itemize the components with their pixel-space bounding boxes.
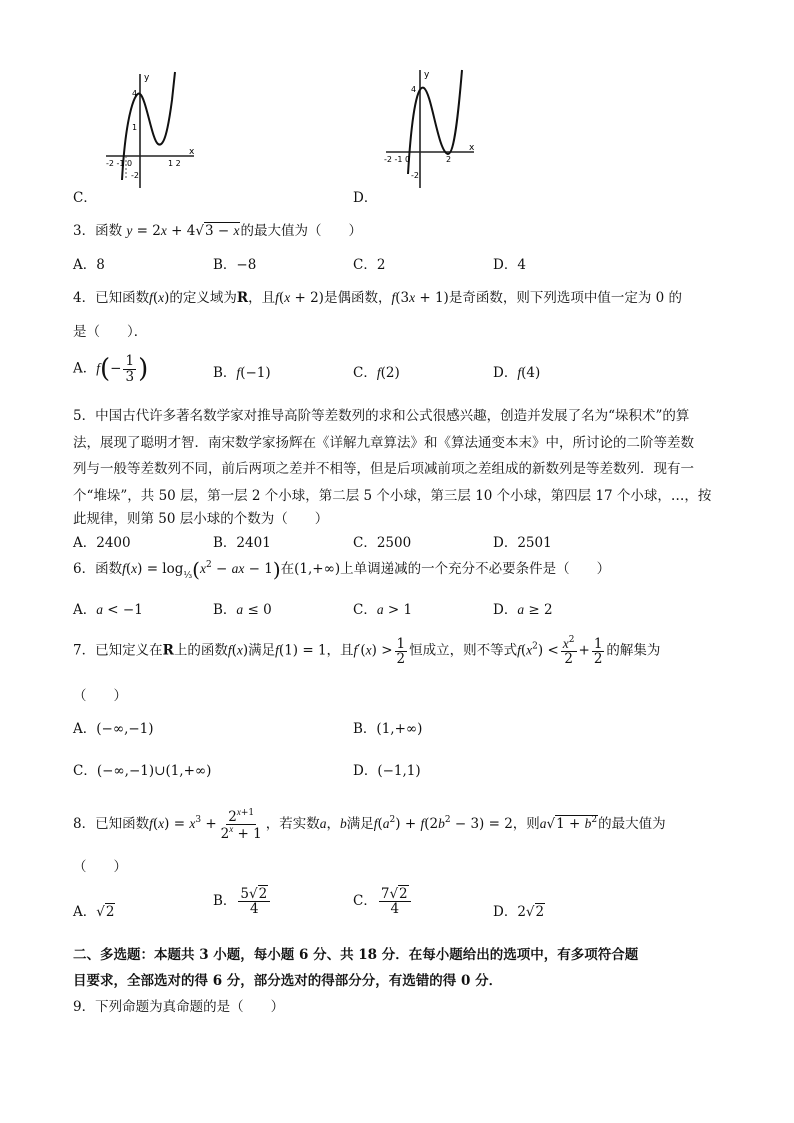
q7-option-c: C．(−∞,−1)∪(1,+∞) <box>73 763 212 779</box>
question-9: 9．下列命题为真命题的是（ ） <box>73 999 285 1015</box>
q5-option-c: C．2500 <box>353 535 412 551</box>
q4-part-d: 是偶函数， <box>323 290 392 306</box>
svg-text:y: y <box>424 70 430 80</box>
q5-line-2: 法，展现了聪明才智．南宋数学家扬辉在《详解九章算法》和《算法通变本末》中，所讨论的二阶等差数 <box>73 435 694 451</box>
q7-option-a: A．(−∞,−1) <box>73 721 154 737</box>
option-d-graph-label: D． <box>353 190 378 206</box>
q3-stem: 3．函数 <box>73 223 123 239</box>
svg-text:4: 4 <box>132 89 138 98</box>
q4-part-c: ，且 <box>248 290 276 306</box>
q8-part-c: 满足 <box>346 816 374 833</box>
q4-part-a: 4．已知函数 <box>73 290 150 306</box>
q8-paren: （ ） <box>73 859 127 875</box>
section-2-heading: 二、多选题：本题共 3 小题，每小题 6 分、共 18 分．在每小题给出的选项中，有多项符合题 <box>73 947 639 963</box>
question-8: 8．已知函数$f(x) = x^3$ + $\frac{2^{x+1}}{2^x + 1}$ ，若实数a，b满足$f(a^2) + f(2b^2 - 3) = 2$，则$a√1 + b^2$的最大值为 <box>73 807 666 843</box>
q5-option-b: B．2401 <box>213 535 271 551</box>
q5-option-a: A．2400 <box>73 535 131 551</box>
svg-text:x: x <box>189 147 195 157</box>
q6-option-d: D．a ≥ 2 <box>493 602 553 618</box>
svg-text:2: 2 <box>446 155 452 164</box>
q5-option-d: D．2501 <box>493 535 552 551</box>
q8-tail: 的最大值为 <box>598 816 666 833</box>
q7-part-c: 满足 <box>248 642 276 659</box>
q7-part-d: ，且 <box>326 642 354 659</box>
graph-c-image <box>100 70 200 190</box>
q3-tail: 的最大值为（ ） <box>240 223 362 239</box>
question-4: 4．已知函数f(x)的定义域为R，且f(x + 2)是偶函数，f(3x + 1)是奇函数，则下列选项中值一定为 0 的 <box>73 290 682 306</box>
q7-stem: 7．已知定义在 <box>73 642 163 659</box>
q7-option-d: D．(−1,1) <box>353 763 421 779</box>
q4-part-e: 是奇函数，则下列选项中值一定为 0 的 <box>448 290 682 306</box>
q8-option-d: D．2√2 <box>493 904 545 920</box>
q4-line-2: 是（ ）． <box>73 324 148 340</box>
q4-part-b: 的定义域为 <box>169 290 237 306</box>
q7-part-e: 恒成立，则不等式 <box>409 642 518 659</box>
section-2-heading-line-2: 目要求，全部选对的得 6 分，部分选对的得部分分，有选错的得 0 分． <box>73 973 503 989</box>
svg-text:y: y <box>144 73 150 83</box>
svg-text:1 2: 1 2 <box>168 159 181 168</box>
q6-stem: 6．函数 <box>73 561 123 577</box>
q7-part-b: 上的函数 <box>173 642 228 659</box>
q4-option-c: C．f(2) <box>353 365 400 381</box>
q3-option-a: A．8 <box>73 257 105 273</box>
q7-paren: （ ） <box>73 688 127 704</box>
q7-option-b: B．(1,+∞) <box>353 721 423 737</box>
q8-part-b: ，若实数 <box>265 816 320 833</box>
q3-option-d: D．4 <box>493 257 526 273</box>
svg-text:-2 -1 0: -2 -1 0 <box>106 159 133 168</box>
q8-option-b: B． $\frac{5√2}{4}$ <box>213 887 272 916</box>
q8-stem: 8．已知函数 <box>73 816 150 833</box>
svg-text:4: 4 <box>411 85 417 94</box>
question-6: 6．函数$f(x) = \log_{\frac{1}{3}}(x^2$ − ax − 1)在(1,+∞)上单调递减的一个充分不必要条件是（ ） <box>73 557 611 582</box>
svg-text:-2: -2 <box>131 171 139 180</box>
svg-text:x: x <box>469 143 475 153</box>
q4-option-d: D．f(4) <box>493 365 541 381</box>
q6-option-a: A．a < −1 <box>73 602 143 618</box>
q8-option-a: A．√2 <box>73 904 115 920</box>
q8-part-d: ，则 <box>512 816 540 833</box>
q5-line-1: 5．中国古代许多著名数学家对推导高阶等差数列的求和公式很感兴趣，创造并发展了名为“垛积术”的算 <box>73 408 690 424</box>
q5-line-4: 个“堆垛”，共 50 层，第一层 2 个小球，第二层 5 个小球，第三层 10 个小球，第四层 17 个小球，…，按 <box>73 488 712 504</box>
svg-text:1: 1 <box>132 123 138 132</box>
q6-mid: 在 <box>280 561 295 577</box>
q3-option-b: B．−8 <box>213 257 257 273</box>
q6-option-b: B．a ≤ 0 <box>213 602 272 618</box>
graph-d-image <box>380 68 480 190</box>
q4-option-a: A．f(− $\frac{1}{3}$ ) <box>73 353 149 385</box>
svg-text:-2 -1 0: -2 -1 0 <box>384 155 411 164</box>
question-3: 3．函数 y = 2x + 4√3 − x的最大值为（ ） <box>73 223 362 239</box>
question-7: 7．已知定义在R上的函数f(x)满足f(1) = 1，且f′(x) > $\frac{1}{2}$ 恒成立，则不等式$f(x^2)$ < $\frac{x^2}{2}$ + $\frac{1}{2}$ 的解集为 <box>73 635 661 668</box>
svg-text:-2: -2 <box>411 171 419 180</box>
option-c-graph-label: C． <box>73 190 97 206</box>
q5-line-3: 列与一般等差数列不同，前后两项之差并不相等，但是后项减前项之差组成的新数列是等差数列．现有一 <box>73 461 694 477</box>
q3-option-c: C．2 <box>353 257 386 273</box>
q6-tail: 上单调递减的一个充分不必要条件是（ ） <box>340 561 611 577</box>
q7-tail: 的解集为 <box>606 642 661 659</box>
q6-option-c: C．a > 1 <box>353 602 413 618</box>
q8-option-c: C． $\frac{7√2}{4}$ <box>353 887 413 916</box>
q5-line-5: 此规律，则第 50 层小球的个数为（ ） <box>73 511 329 527</box>
q4-option-b: B．f(−1) <box>213 365 271 381</box>
